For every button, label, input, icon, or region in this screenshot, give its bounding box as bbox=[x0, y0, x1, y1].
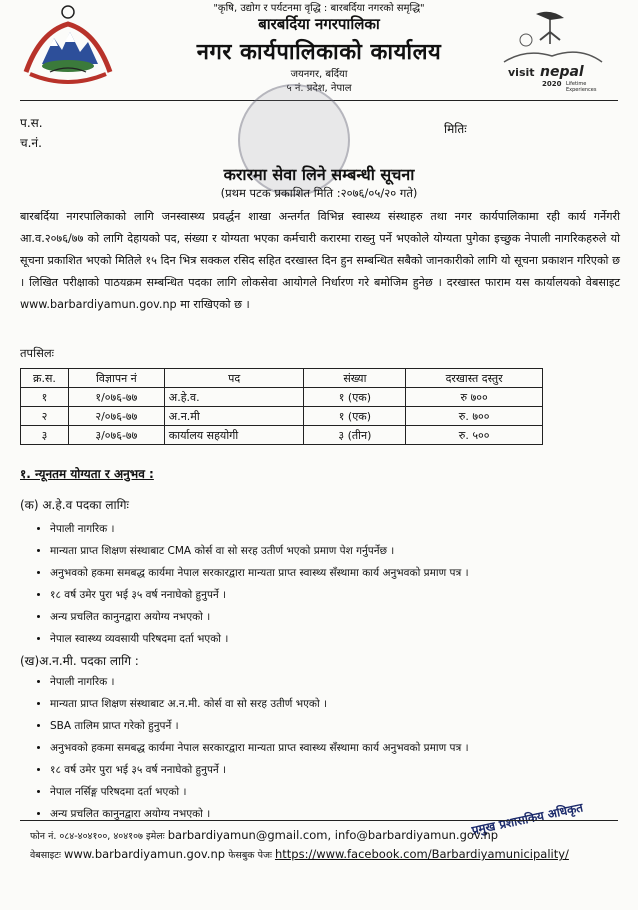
svg-text:2020: 2020 bbox=[542, 80, 562, 88]
svg-text:nepal: nepal bbox=[540, 64, 584, 80]
cell-ad-number: ३/०७६-७७ bbox=[68, 426, 164, 445]
list-item: • SBA तालिम प्राप्त गरेको हुनुपर्ने । bbox=[50, 715, 469, 737]
facebook-label: फेसबुक पेजः bbox=[228, 850, 272, 861]
col-header-serial: क्र.स. bbox=[21, 369, 69, 388]
col-header-post: पद bbox=[164, 369, 304, 388]
email-links[interactable]: barbardiyamun@gmail.com, info@barbardiyamun.gov.np bbox=[167, 828, 499, 842]
visit-nepal-logo-icon bbox=[496, 10, 608, 94]
notice-title: करारमा सेवा लिने सम्बन्धी सूचना bbox=[223, 165, 415, 184]
cell-post: अ.न.मी bbox=[164, 407, 304, 426]
website-link[interactable]: www.barbardiyamun.gov.np bbox=[64, 847, 226, 861]
footer-web-line bbox=[30, 847, 569, 861]
list-item: • १८ वर्ष उमेर पुरा भई ३५ वर्ष ननाघेको हुनुपर्ने । bbox=[50, 759, 469, 781]
cell-fee: रु. ७०० bbox=[406, 407, 543, 426]
cell-ad-number: २/०७६-७७ bbox=[68, 407, 164, 426]
cell-count: १ (एक) bbox=[304, 388, 406, 407]
header-slogan: "कृषि, उद्योग र पर्यटनमा वृद्धि : बारबर्दिया नगरको समृद्धि" bbox=[213, 3, 425, 14]
anm-subsection-title: (ख)अ.न.मी. पदका लागि : bbox=[20, 654, 139, 668]
col-header-ad-number: विज्ञापन नं bbox=[68, 369, 164, 388]
aheb-requirements-list bbox=[28, 518, 469, 650]
list-item: • अन्य प्रचलित कानुनद्वारा अयोग्य नभएको । bbox=[50, 606, 469, 628]
list-item: • अन्य प्रचलित कानुनद्वारा अयोग्य नभएको । bbox=[50, 803, 469, 825]
details-label: तपसिलः bbox=[20, 346, 54, 360]
table-header-row bbox=[21, 369, 543, 388]
office-name: नगर कार्यपालिकाको कार्यालय bbox=[196, 40, 442, 65]
cell-serial: १ bbox=[21, 388, 69, 407]
vacancy-table bbox=[20, 368, 543, 445]
list-item: • मान्यता प्राप्त शिक्षण संस्थाबाट CMA कोर्स वा सो सरह उतीर्ण भएको प्रमाण पेश गर्नुपर्नेछ । bbox=[50, 540, 469, 562]
footer-contact-line bbox=[30, 828, 498, 842]
notice-body: बारबर्दिया नगरपालिकाको लागि जनस्वास्थ्य प्रवर्द्धन शाखा अन्तर्गत विभिन्न स्वास्थ्य संस्थाहरु तथा नगर कार्यपालिकामा रही कार्य गर्नेगरी आ.व.२०७६/७७ को लागि देहायको पद, संख्या र योग्यता भएका कर्मचारी करारमा राख्नु पर्ने भएकोले योग्यता पुगेका इच्छुक नेपाली नागरिकहरुले यो सूचना प्रकाशित भएको मितिले १५ दिन भित्र सक्कल रसिद सहित दरखास्त दिन हुन सम्बन्धित सबैको जानकारीको लागि यो सूचना प्रकाशन गरिएको छ । लिखित परीक्षाको पाठयक्रम सम्बन्धित पदका लागि लोकसेवा आयोगले निर्धारण गरे बमोजिम हुनेछ । दरखास्त फाराम यस कार्यालयको वेबसाइट www.barbardiyamun.gov.np मा राखिएको छ । bbox=[20, 210, 620, 311]
list-item: • नेपाली नागरिक । bbox=[50, 671, 469, 693]
aheb-subsection-title: (क) अ.हे.व पदका लागिः bbox=[20, 498, 129, 512]
list-item: • मान्यता प्राप्त शिक्षण संस्थाबाट अ.न.मी. कोर्स वा सो सरह उतीर्ण भएको । bbox=[50, 693, 469, 715]
qualification-section-title: १. न्यूनतम योग्यता र अनुभव : bbox=[20, 467, 154, 481]
list-item: • नेपाल नर्सिङ्ग परिषदमा दर्ता भएको । bbox=[50, 781, 469, 803]
svg-text:Lifetime: Lifetime bbox=[566, 81, 587, 87]
svg-text:Experiences: Experiences bbox=[566, 87, 597, 93]
col-header-fee: दरखास्त दस्तुर bbox=[406, 369, 543, 388]
address-line-2: ५ नं. प्रदेश, नेपाल bbox=[286, 83, 352, 94]
svg-text:visit: visit bbox=[508, 66, 535, 79]
list-item: • अनुभवको हकमा समबद्ध कार्यमा नेपाल सरकारद्वारा मान्यता प्राप्त स्वास्थ्य सँस्थामा कार्य अनुभवको प्रमाण पत्र । bbox=[50, 737, 469, 759]
list-item: • १८ वर्ष उमेर पुरा भई ३५ वर्ष ननाघेको हुनुपर्ने । bbox=[50, 584, 469, 606]
list-item: • नेपाल स्वास्थ्य व्यवसायी परिषदमा दर्ता भएको । bbox=[50, 628, 469, 650]
website-label: वेबसाइटः bbox=[30, 850, 61, 861]
cell-fee: रु ७०० bbox=[406, 388, 543, 407]
facebook-link[interactable]: https://www.facebook.com/Barbardiyamunicipality/ bbox=[274, 847, 569, 861]
list-item: • नेपाली नागरिक । bbox=[50, 518, 469, 540]
table-row bbox=[21, 426, 543, 445]
nepal-emblem-icon bbox=[20, 2, 116, 88]
notice-subtitle: (प्रथम पटक प्रकाशित मिति :२०७६/०५/२० गते) bbox=[220, 186, 418, 200]
cell-serial: २ bbox=[21, 407, 69, 426]
cell-post: कार्यालय सहयोगी bbox=[164, 426, 304, 445]
email-label: इमेलः bbox=[146, 831, 165, 842]
table-row bbox=[21, 388, 543, 407]
cell-count: १ (एक) bbox=[304, 407, 406, 426]
reference-number-label: प.स. bbox=[20, 116, 43, 130]
phone-label: फोन नं. ०८४-४०४१००, ४०४१०७ bbox=[30, 831, 143, 842]
cell-post: अ.हे.व. bbox=[164, 388, 304, 407]
cell-fee: रु. ५०० bbox=[406, 426, 543, 445]
col-header-count: संख्या bbox=[304, 369, 406, 388]
date-label: मितिः bbox=[444, 122, 467, 136]
address-line-1: जयनगर, बर्दिया bbox=[290, 69, 348, 80]
footer-divider bbox=[20, 820, 618, 821]
cell-count: ३ (तीन) bbox=[304, 426, 406, 445]
cell-ad-number: १/०७६-७७ bbox=[68, 388, 164, 407]
cell-serial: ३ bbox=[21, 426, 69, 445]
list-item: • अनुभवको हकमा समबद्ध कार्यमा नेपाल सरकारद्वारा मान्यता प्राप्त स्वास्थ्य सँस्थामा कार्य अनुभवको प्रमाण पत्र । bbox=[50, 562, 469, 584]
chief-admin-officer-signature: प्रमुख प्रशासकिय अधिकृत bbox=[470, 800, 585, 838]
chalani-number-label: च.नं. bbox=[20, 136, 42, 150]
organization-name: बारबर्दिया नगरपालिका bbox=[258, 15, 380, 33]
table-row bbox=[21, 407, 543, 426]
anm-requirements-list bbox=[28, 671, 469, 825]
